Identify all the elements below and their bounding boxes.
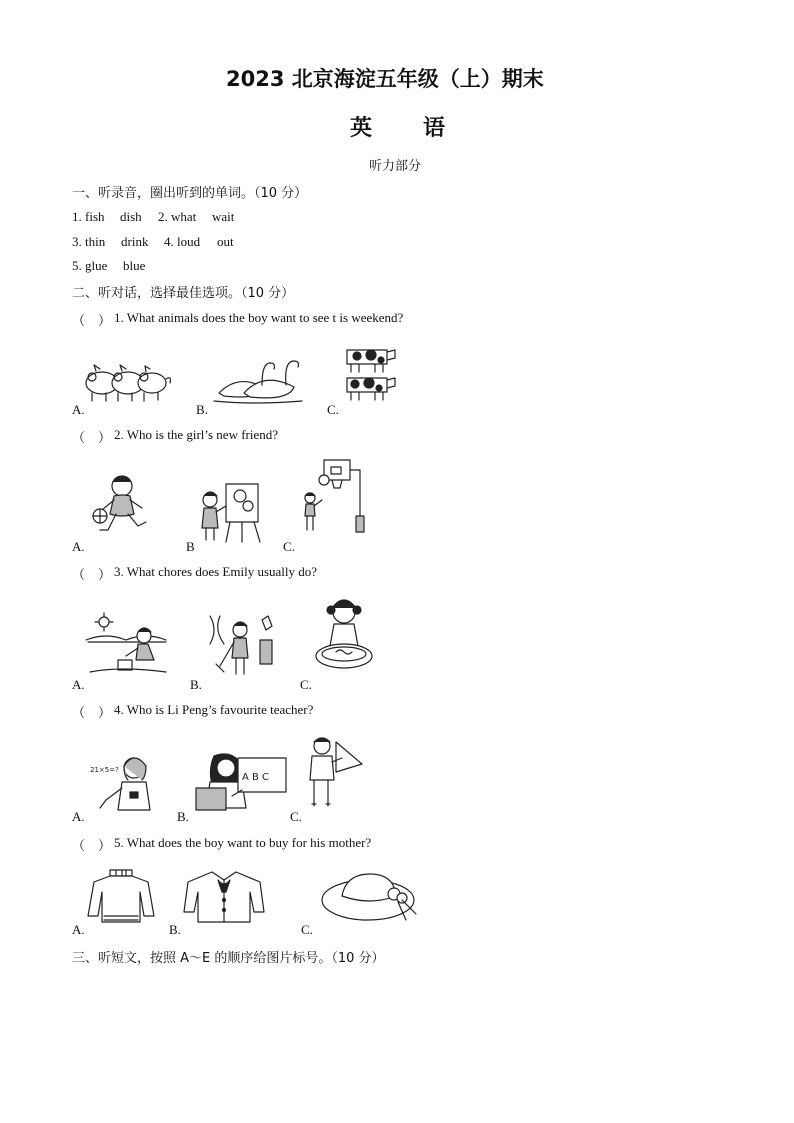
q2-option-c: C. (283, 539, 295, 554)
q2-bracket: （ ） (72, 430, 112, 445)
word-row-2-w1: drink (121, 234, 149, 249)
q4-option-b: B. (177, 809, 189, 824)
subject-char-2: 语 (423, 116, 446, 141)
math-teacher-icon (88, 752, 158, 814)
q1-option-b: B. (196, 402, 208, 417)
shirt-icon (182, 866, 266, 924)
q4-option-a: A. (72, 809, 85, 824)
q5-option-b: B. (169, 922, 181, 937)
english-teacher-icon (192, 752, 288, 816)
word-row-1-w1: dish (120, 209, 142, 224)
q3-option-a: A. (72, 677, 85, 692)
q5-text: 5. What does the boy want to buy for his mother? (114, 835, 372, 850)
part2-heading: 二、听对话，选择最佳选项。（10 分） (72, 286, 295, 301)
hat-icon (320, 870, 424, 924)
swans-icon (214, 355, 304, 405)
girl-painting-icon (196, 480, 266, 544)
q2-option-a: A. (72, 539, 85, 554)
word-row-2-w2: out (217, 234, 234, 249)
pigs-icon (82, 355, 172, 405)
english-board-text: A B C (242, 772, 270, 783)
girl-washing-clothes-icon (312, 596, 376, 678)
part3-heading: 三、听短文，按照 A～E 的顺序给图片标号。（10 分） (72, 951, 385, 966)
q4-bracket: （ ） (72, 705, 112, 720)
boy-with-basketball-icon (92, 474, 156, 540)
q1-bracket: （ ） (72, 313, 112, 328)
cows-icon (345, 346, 399, 406)
word-row-2-num2: 4. loud (164, 234, 201, 249)
math-board-text: 21×5=? (90, 766, 119, 774)
word-row-3-w1: blue (123, 258, 146, 273)
q3-option-c: C. (300, 677, 312, 692)
q5-option-a: A. (72, 922, 85, 937)
q4-option-c: C. (290, 809, 302, 824)
male-teacher-icon (302, 734, 366, 810)
q2-text: 2. Who is the girl’s new friend? (114, 427, 279, 442)
q4-text: 4. Who is Li Peng’s favourite teacher? (114, 702, 314, 717)
q3-option-b: B. (190, 677, 202, 692)
q3-text: 3. What chores does Emily usually do? (114, 564, 318, 579)
q5-bracket: （ ） (72, 838, 112, 853)
q2-option-b: B (186, 539, 195, 554)
section-label: 听力部分 (369, 159, 422, 174)
subject-char-1: 英 (350, 116, 373, 141)
part1-heading: 一、听录音，圈出听到的单词。（10 分） (72, 186, 308, 201)
girl-sweeping-icon (206, 612, 276, 682)
word-row-1-num2: 2. what (158, 209, 197, 224)
q1-option-a: A. (72, 402, 85, 417)
word-row-3-num1: 5. glue (72, 258, 108, 273)
word-row-2-num1: 3. thin (72, 234, 106, 249)
girl-basketball-hoop-icon (296, 456, 368, 536)
sweater-icon (86, 866, 156, 924)
girl-watering-plants-icon (86, 612, 170, 682)
q5-option-c: C. (301, 922, 313, 937)
q1-option-c: C. (327, 402, 339, 417)
page-title: 2023 北京海淀五年级（上）期末 (226, 67, 544, 91)
q3-bracket: （ ） (72, 567, 112, 582)
word-row-1-w2: wait (212, 209, 235, 224)
q1-text: 1. What animals does the boy want to see t is weekend? (114, 310, 404, 325)
word-row-1-num1: 1. fish (72, 209, 105, 224)
